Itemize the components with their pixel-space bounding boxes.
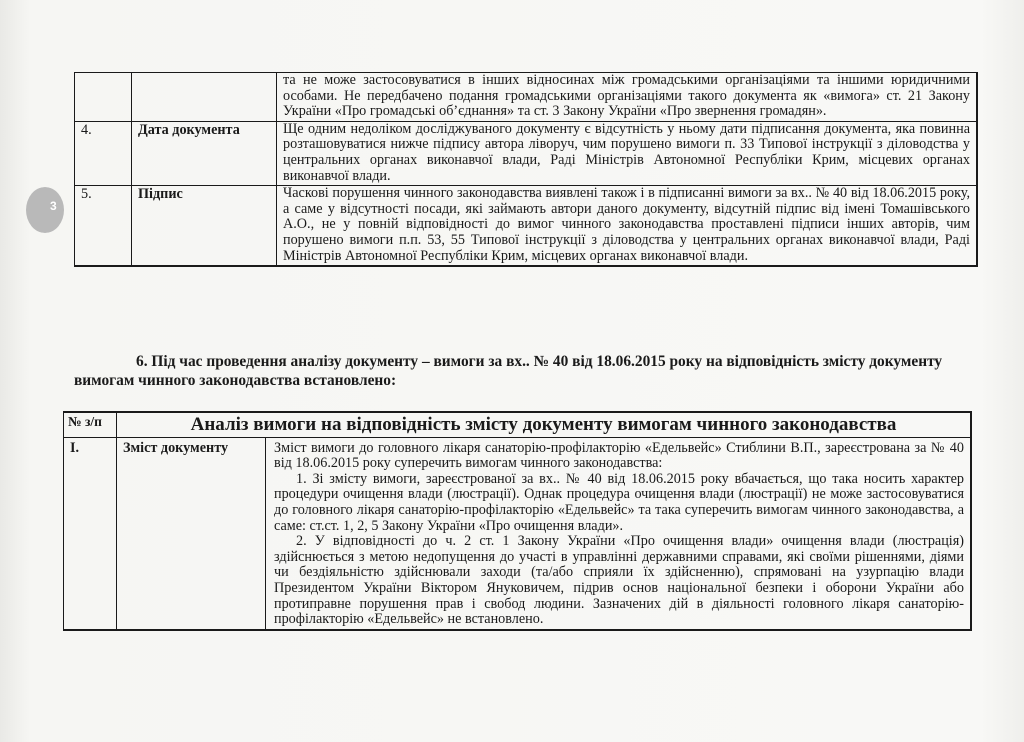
row-number: 5. xyxy=(75,186,132,266)
row-text: Часкові порушення чинного законодавства виявлені також і в підписанні вимоги за вх.. № 40 від 18.06.2015 року, а саме у відсутності посади, які займають автори даного документу, відсутній підпис від імені Томашівського А.О., не у повній відповідності до вимог чинного законодавства проставлені підписи інших авторів, чим порушено вимоги п.п. 53, 55 Типової інструкції з діловодства у центральних органах виконавчої влади, Раді Міністрів Автономної Республіки Крим, місцевих органах виконавчої влади. xyxy=(277,186,978,266)
row-point-1: 1. Зі змісту вимоги, зареєстрованої за вх.. № 40 від 18.06.2015 року вбачається, що така носить характер процедури очищення влади (люстрації). Однак процедура очищення влади (люстрації) не може застосовуватися до головного лікаря санаторію-профілакторію «Едельвейс» та така суперечить вимогам чинного законодавства, а саме: ст.ст. 1, 2, 5 Закону України «Про очищення влади». xyxy=(274,470,964,534)
header-number-column: № з/п xyxy=(64,412,117,437)
row-label: Підпис xyxy=(132,186,277,266)
row-point-2: 2. У відповідності до ч. 2 ст. 1 Закону України «Про очищення влади» очищення влади (люстрація) здійснюється з метою недопущення до участі в управлінні державними справами, які своїми рішеннями, діями чи бездіяльністю здійснювали заходи (та/або сприяли їх здійсненню), спрямовані на узурпацію влади Президентом України Віктором Януковичем, підрив основ національної безпеки і оборони України або протиправне порушення прав і свобод людини. Зазначених дій в діяльності головного лікаря санаторію-профілакторію «Едельвейс» не встановлено. xyxy=(274,533,964,628)
content-analysis-table xyxy=(63,411,972,631)
table-row xyxy=(75,186,978,266)
row-text: та не може застосовуватися в інших відносинах між громадськими організаціями та іншими юридичними особами. Не передбачено подання громадськими організаціями такого документа як «вимога» ст. 21 Закону України «Про громадські об’єднання» та ст. 3 Закону України «Про звернення громадян». xyxy=(277,73,978,122)
table-header-row xyxy=(64,412,972,437)
row-text-cell xyxy=(266,437,972,630)
table-row xyxy=(64,437,972,630)
row-number: I. xyxy=(64,437,117,630)
table-row xyxy=(75,73,978,122)
row-intro-paragraph: Зміст вимоги до головного лікаря санаторію-профілакторію «Едельвейс» Стиблини В.П., зареєстрована за № 40 від 18.06.2015 року суперечить вимогам чинного законодавства: xyxy=(274,439,964,472)
row-number xyxy=(75,73,132,122)
punch-hole-page-marker xyxy=(26,187,64,233)
row-number: 4. xyxy=(75,121,132,185)
header-title: Аналіз вимоги на відповідність змісту документу вимогам чинного законодавства xyxy=(117,412,972,437)
section-heading: 6. Під час проведення аналізу документу – вимоги за вх.. № 40 від 18.06.2015 року на відповідність змісту документу вимогам чинного законодавства встановлено: xyxy=(74,353,943,389)
analysis-table-continued xyxy=(74,72,978,267)
page-marker-number: 3 xyxy=(50,199,57,213)
row-label: Дата документа xyxy=(132,121,277,185)
row-text: Ще одним недоліком досліджуваного документу є відсутність у ньому дати підписання документа, яка повинна розташовуватися нижче підпису автора ліворуч, чим порушено вимоги п. 33 Типової інструкції з діловодства у центральних органах виконавчої влади, Раді Міністрів Автономної Республіки Крим, місцевих органах виконавчої влади. xyxy=(277,121,978,185)
table-row xyxy=(75,121,978,185)
row-label: Зміст документу xyxy=(117,437,266,630)
row-label xyxy=(132,73,277,122)
